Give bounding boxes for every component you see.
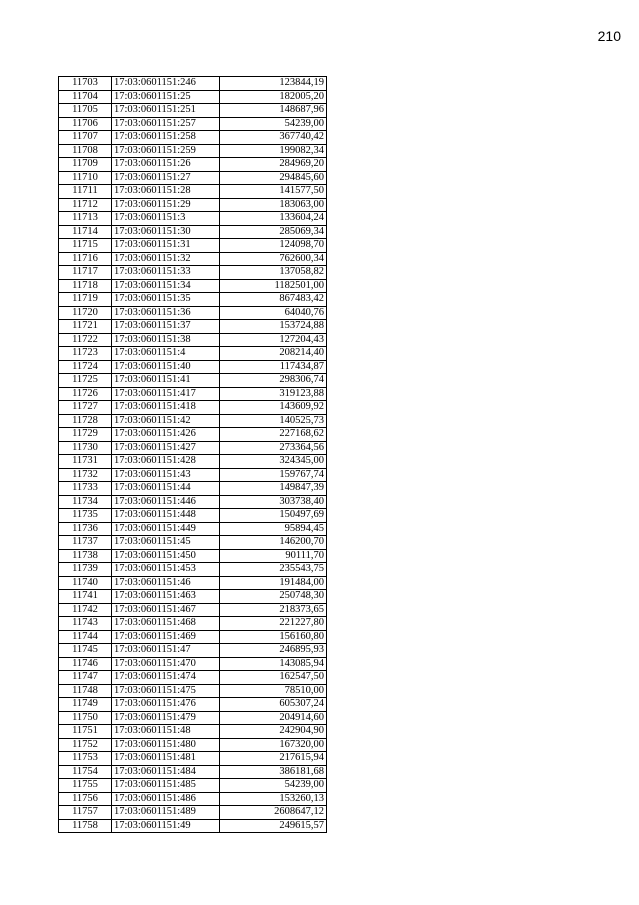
row-number-cell: 11715	[59, 239, 112, 253]
cadastral-value-cell: 235543,75	[220, 563, 327, 577]
cadastral-value-cell: 191484,00	[220, 576, 327, 590]
cadastral-value-cell: 199082,34	[220, 144, 327, 158]
table-row	[59, 144, 327, 158]
row-number-cell: 11725	[59, 374, 112, 388]
table-body	[59, 77, 327, 833]
cadastral-value-cell: 162547,50	[220, 671, 327, 685]
row-number-cell: 11745	[59, 644, 112, 658]
table-row	[59, 414, 327, 428]
row-number-cell: 11731	[59, 455, 112, 469]
cadastral-number-cell: 17:03:0601151:33	[112, 266, 220, 280]
cadastral-value-cell: 159767,74	[220, 468, 327, 482]
cadastral-number-cell: 17:03:0601151:418	[112, 401, 220, 415]
table-row	[59, 266, 327, 280]
table-row	[59, 617, 327, 631]
row-number-cell: 11707	[59, 131, 112, 145]
cadastral-number-cell: 17:03:0601151:32	[112, 252, 220, 266]
row-number-cell: 11747	[59, 671, 112, 685]
row-number-cell: 11750	[59, 711, 112, 725]
row-number-cell: 11754	[59, 765, 112, 779]
cadastral-number-cell: 17:03:0601151:29	[112, 198, 220, 212]
cadastral-number-cell: 17:03:0601151:427	[112, 441, 220, 455]
cadastral-number-cell: 17:03:0601151:43	[112, 468, 220, 482]
row-number-cell: 11739	[59, 563, 112, 577]
cadastral-number-cell: 17:03:0601151:42	[112, 414, 220, 428]
cadastral-value-cell: 148687,96	[220, 104, 327, 118]
cadastral-value-cell: 123844,19	[220, 77, 327, 91]
table-row	[59, 104, 327, 118]
table-row	[59, 509, 327, 523]
table-row	[59, 185, 327, 199]
cadastral-number-cell: 17:03:0601151:45	[112, 536, 220, 550]
cadastral-number-cell: 17:03:0601151:28	[112, 185, 220, 199]
table-row	[59, 428, 327, 442]
cadastral-value-cell: 183063,00	[220, 198, 327, 212]
row-number-cell: 11734	[59, 495, 112, 509]
table-row	[59, 590, 327, 604]
cadastral-number-cell: 17:03:0601151:428	[112, 455, 220, 469]
table-row	[59, 684, 327, 698]
cadastral-value-cell: 605307,24	[220, 698, 327, 712]
cadastral-number-cell: 17:03:0601151:486	[112, 792, 220, 806]
cadastral-number-cell: 17:03:0601151:37	[112, 320, 220, 334]
cadastral-number-cell: 17:03:0601151:468	[112, 617, 220, 631]
cadastral-number-cell: 17:03:0601151:259	[112, 144, 220, 158]
cadastral-number-cell: 17:03:0601151:467	[112, 603, 220, 617]
cadastral-number-cell: 17:03:0601151:489	[112, 806, 220, 820]
table-row	[59, 252, 327, 266]
cadastral-number-cell: 17:03:0601151:44	[112, 482, 220, 496]
table-row	[59, 468, 327, 482]
table-row	[59, 644, 327, 658]
table-row	[59, 698, 327, 712]
cadastral-value-cell: 95894,45	[220, 522, 327, 536]
cadastral-number-cell: 17:03:0601151:30	[112, 225, 220, 239]
cadastral-value-cell: 146200,70	[220, 536, 327, 550]
cadastral-value-cell: 367740,42	[220, 131, 327, 145]
cadastral-number-cell: 17:03:0601151:476	[112, 698, 220, 712]
table-row	[59, 374, 327, 388]
row-number-cell: 11706	[59, 117, 112, 131]
row-number-cell: 11751	[59, 725, 112, 739]
row-number-cell: 11744	[59, 630, 112, 644]
table-row	[59, 77, 327, 91]
cadastral-number-cell: 17:03:0601151:46	[112, 576, 220, 590]
table-row	[59, 225, 327, 239]
cadastral-number-cell: 17:03:0601151:27	[112, 171, 220, 185]
cadastral-number-cell: 17:03:0601151:47	[112, 644, 220, 658]
cadastral-number-cell: 17:03:0601151:481	[112, 752, 220, 766]
cadastral-value-cell: 137058,82	[220, 266, 327, 280]
row-number-cell: 11704	[59, 90, 112, 104]
table-row	[59, 576, 327, 590]
table-row	[59, 495, 327, 509]
row-number-cell: 11752	[59, 738, 112, 752]
cadastral-value-cell: 324345,00	[220, 455, 327, 469]
table-row	[59, 293, 327, 307]
row-number-cell: 11709	[59, 158, 112, 172]
table-row	[59, 455, 327, 469]
cadastral-number-cell: 17:03:0601151:475	[112, 684, 220, 698]
row-number-cell: 11748	[59, 684, 112, 698]
table-row	[59, 549, 327, 563]
cadastral-number-cell: 17:03:0601151:479	[112, 711, 220, 725]
table-row	[59, 360, 327, 374]
table-row	[59, 387, 327, 401]
row-number-cell: 11713	[59, 212, 112, 226]
row-number-cell: 11723	[59, 347, 112, 361]
cadastral-value-cell: 153260,13	[220, 792, 327, 806]
table-row	[59, 819, 327, 833]
row-number-cell: 11758	[59, 819, 112, 833]
cadastral-value-cell: 117434,87	[220, 360, 327, 374]
row-number-cell: 11730	[59, 441, 112, 455]
row-number-cell: 11711	[59, 185, 112, 199]
row-number-cell: 11735	[59, 509, 112, 523]
cadastral-number-cell: 17:03:0601151:417	[112, 387, 220, 401]
cadastral-number-cell: 17:03:0601151:446	[112, 495, 220, 509]
table-row	[59, 333, 327, 347]
cadastral-number-cell: 17:03:0601151:35	[112, 293, 220, 307]
row-number-cell: 11743	[59, 617, 112, 631]
cadastral-number-cell: 17:03:0601151:257	[112, 117, 220, 131]
row-number-cell: 11749	[59, 698, 112, 712]
cadastral-number-cell: 17:03:0601151:25	[112, 90, 220, 104]
cadastral-value-cell: 298306,74	[220, 374, 327, 388]
table-row	[59, 90, 327, 104]
row-number-cell: 11719	[59, 293, 112, 307]
cadastral-value-cell: 249615,57	[220, 819, 327, 833]
cadastral-number-cell: 17:03:0601151:474	[112, 671, 220, 685]
row-number-cell: 11716	[59, 252, 112, 266]
table-row	[59, 536, 327, 550]
row-number-cell: 11721	[59, 320, 112, 334]
cadastral-value-cell: 182005,20	[220, 90, 327, 104]
cadastral-value-cell: 284969,20	[220, 158, 327, 172]
cadastral-number-cell: 17:03:0601151:34	[112, 279, 220, 293]
row-number-cell: 11710	[59, 171, 112, 185]
row-number-cell: 11717	[59, 266, 112, 280]
cadastral-value-cell: 204914,60	[220, 711, 327, 725]
cadastral-number-cell: 17:03:0601151:426	[112, 428, 220, 442]
row-number-cell: 11753	[59, 752, 112, 766]
cadastral-number-cell: 17:03:0601151:41	[112, 374, 220, 388]
table-row	[59, 603, 327, 617]
table-row	[59, 671, 327, 685]
table-row	[59, 792, 327, 806]
table-row	[59, 630, 327, 644]
cadastral-number-cell: 17:03:0601151:26	[112, 158, 220, 172]
cadastral-value-cell: 762600,34	[220, 252, 327, 266]
cadastral-value-cell: 227168,62	[220, 428, 327, 442]
table-row	[59, 765, 327, 779]
cadastral-value-cell: 143085,94	[220, 657, 327, 671]
table-row	[59, 657, 327, 671]
table-row	[59, 171, 327, 185]
cadastral-number-cell: 17:03:0601151:470	[112, 657, 220, 671]
row-number-cell: 11714	[59, 225, 112, 239]
cadastral-number-cell: 17:03:0601151:484	[112, 765, 220, 779]
table-row	[59, 482, 327, 496]
row-number-cell: 11755	[59, 779, 112, 793]
cadastral-value-cell: 250748,30	[220, 590, 327, 604]
cadastral-number-cell: 17:03:0601151:36	[112, 306, 220, 320]
table-row	[59, 212, 327, 226]
table-row	[59, 239, 327, 253]
row-number-cell: 11726	[59, 387, 112, 401]
table-row	[59, 117, 327, 131]
cadastral-value-cell: 156160,80	[220, 630, 327, 644]
cadastral-value-cell: 167320,00	[220, 738, 327, 752]
cadastral-number-cell: 17:03:0601151:4	[112, 347, 220, 361]
table-row	[59, 779, 327, 793]
table-row	[59, 131, 327, 145]
row-number-cell: 11736	[59, 522, 112, 536]
cadastral-value-table	[58, 76, 327, 833]
table-row	[59, 725, 327, 739]
page-number: 210	[597, 28, 621, 44]
cadastral-value-cell: 221227,80	[220, 617, 327, 631]
cadastral-value-cell: 246895,93	[220, 644, 327, 658]
cadastral-number-cell: 17:03:0601151:453	[112, 563, 220, 577]
cadastral-value-cell: 140525,73	[220, 414, 327, 428]
cadastral-value-cell: 127204,43	[220, 333, 327, 347]
cadastral-number-cell: 17:03:0601151:449	[112, 522, 220, 536]
table-row	[59, 279, 327, 293]
cadastral-value-cell: 54239,00	[220, 779, 327, 793]
cadastral-value-cell: 285069,34	[220, 225, 327, 239]
cadastral-number-cell: 17:03:0601151:246	[112, 77, 220, 91]
row-number-cell: 11728	[59, 414, 112, 428]
cadastral-number-cell: 17:03:0601151:485	[112, 779, 220, 793]
table-row	[59, 320, 327, 334]
row-number-cell: 11712	[59, 198, 112, 212]
cadastral-number-cell: 17:03:0601151:463	[112, 590, 220, 604]
cadastral-number-cell: 17:03:0601151:480	[112, 738, 220, 752]
cadastral-number-cell: 17:03:0601151:448	[112, 509, 220, 523]
cadastral-value-cell: 294845,60	[220, 171, 327, 185]
cadastral-value-cell: 303738,40	[220, 495, 327, 509]
cadastral-value-cell: 124098,70	[220, 239, 327, 253]
cadastral-value-cell: 1182501,00	[220, 279, 327, 293]
table-row	[59, 738, 327, 752]
cadastral-value-cell: 208214,40	[220, 347, 327, 361]
cadastral-value-cell: 133604,24	[220, 212, 327, 226]
cadastral-number-cell: 17:03:0601151:3	[112, 212, 220, 226]
row-number-cell: 11740	[59, 576, 112, 590]
row-number-cell: 11720	[59, 306, 112, 320]
row-number-cell: 11708	[59, 144, 112, 158]
row-number-cell: 11733	[59, 482, 112, 496]
cadastral-number-cell: 17:03:0601151:49	[112, 819, 220, 833]
table-row	[59, 563, 327, 577]
table-row	[59, 806, 327, 820]
cadastral-value-cell: 64040,76	[220, 306, 327, 320]
cadastral-value-cell: 867483,42	[220, 293, 327, 307]
row-number-cell: 11756	[59, 792, 112, 806]
table-row	[59, 711, 327, 725]
table-row	[59, 198, 327, 212]
row-number-cell: 11746	[59, 657, 112, 671]
row-number-cell: 11732	[59, 468, 112, 482]
cadastral-value-cell: 54239,00	[220, 117, 327, 131]
row-number-cell: 11724	[59, 360, 112, 374]
row-number-cell: 11727	[59, 401, 112, 415]
cadastral-value-cell: 150497,69	[220, 509, 327, 523]
row-number-cell: 11729	[59, 428, 112, 442]
cadastral-value-cell: 2608647,12	[220, 806, 327, 820]
row-number-cell: 11705	[59, 104, 112, 118]
cadastral-number-cell: 17:03:0601151:469	[112, 630, 220, 644]
table-row	[59, 441, 327, 455]
cadastral-number-cell: 17:03:0601151:450	[112, 549, 220, 563]
row-number-cell: 11737	[59, 536, 112, 550]
table-row	[59, 306, 327, 320]
cadastral-value-cell: 319123,88	[220, 387, 327, 401]
cadastral-value-cell: 153724,88	[220, 320, 327, 334]
row-number-cell: 11738	[59, 549, 112, 563]
table-row	[59, 401, 327, 415]
row-number-cell: 11742	[59, 603, 112, 617]
cadastral-value-cell: 149847,39	[220, 482, 327, 496]
cadastral-value-cell: 78510,00	[220, 684, 327, 698]
row-number-cell: 11718	[59, 279, 112, 293]
cadastral-value-cell: 218373,65	[220, 603, 327, 617]
table-row	[59, 347, 327, 361]
cadastral-value-cell: 217615,94	[220, 752, 327, 766]
row-number-cell: 11703	[59, 77, 112, 91]
cadastral-number-cell: 17:03:0601151:48	[112, 725, 220, 739]
cadastral-number-cell: 17:03:0601151:31	[112, 239, 220, 253]
cadastral-value-cell: 90111,70	[220, 549, 327, 563]
row-number-cell: 11757	[59, 806, 112, 820]
table-row	[59, 158, 327, 172]
cadastral-value-cell: 143609,92	[220, 401, 327, 415]
cadastral-value-cell: 273364,56	[220, 441, 327, 455]
row-number-cell: 11741	[59, 590, 112, 604]
table-row	[59, 522, 327, 536]
table-row	[59, 752, 327, 766]
cadastral-number-cell: 17:03:0601151:40	[112, 360, 220, 374]
cadastral-value-cell: 141577,50	[220, 185, 327, 199]
row-number-cell: 11722	[59, 333, 112, 347]
cadastral-value-cell: 386181,68	[220, 765, 327, 779]
cadastral-number-cell: 17:03:0601151:251	[112, 104, 220, 118]
cadastral-number-cell: 17:03:0601151:258	[112, 131, 220, 145]
cadastral-number-cell: 17:03:0601151:38	[112, 333, 220, 347]
cadastral-value-cell: 242904,90	[220, 725, 327, 739]
